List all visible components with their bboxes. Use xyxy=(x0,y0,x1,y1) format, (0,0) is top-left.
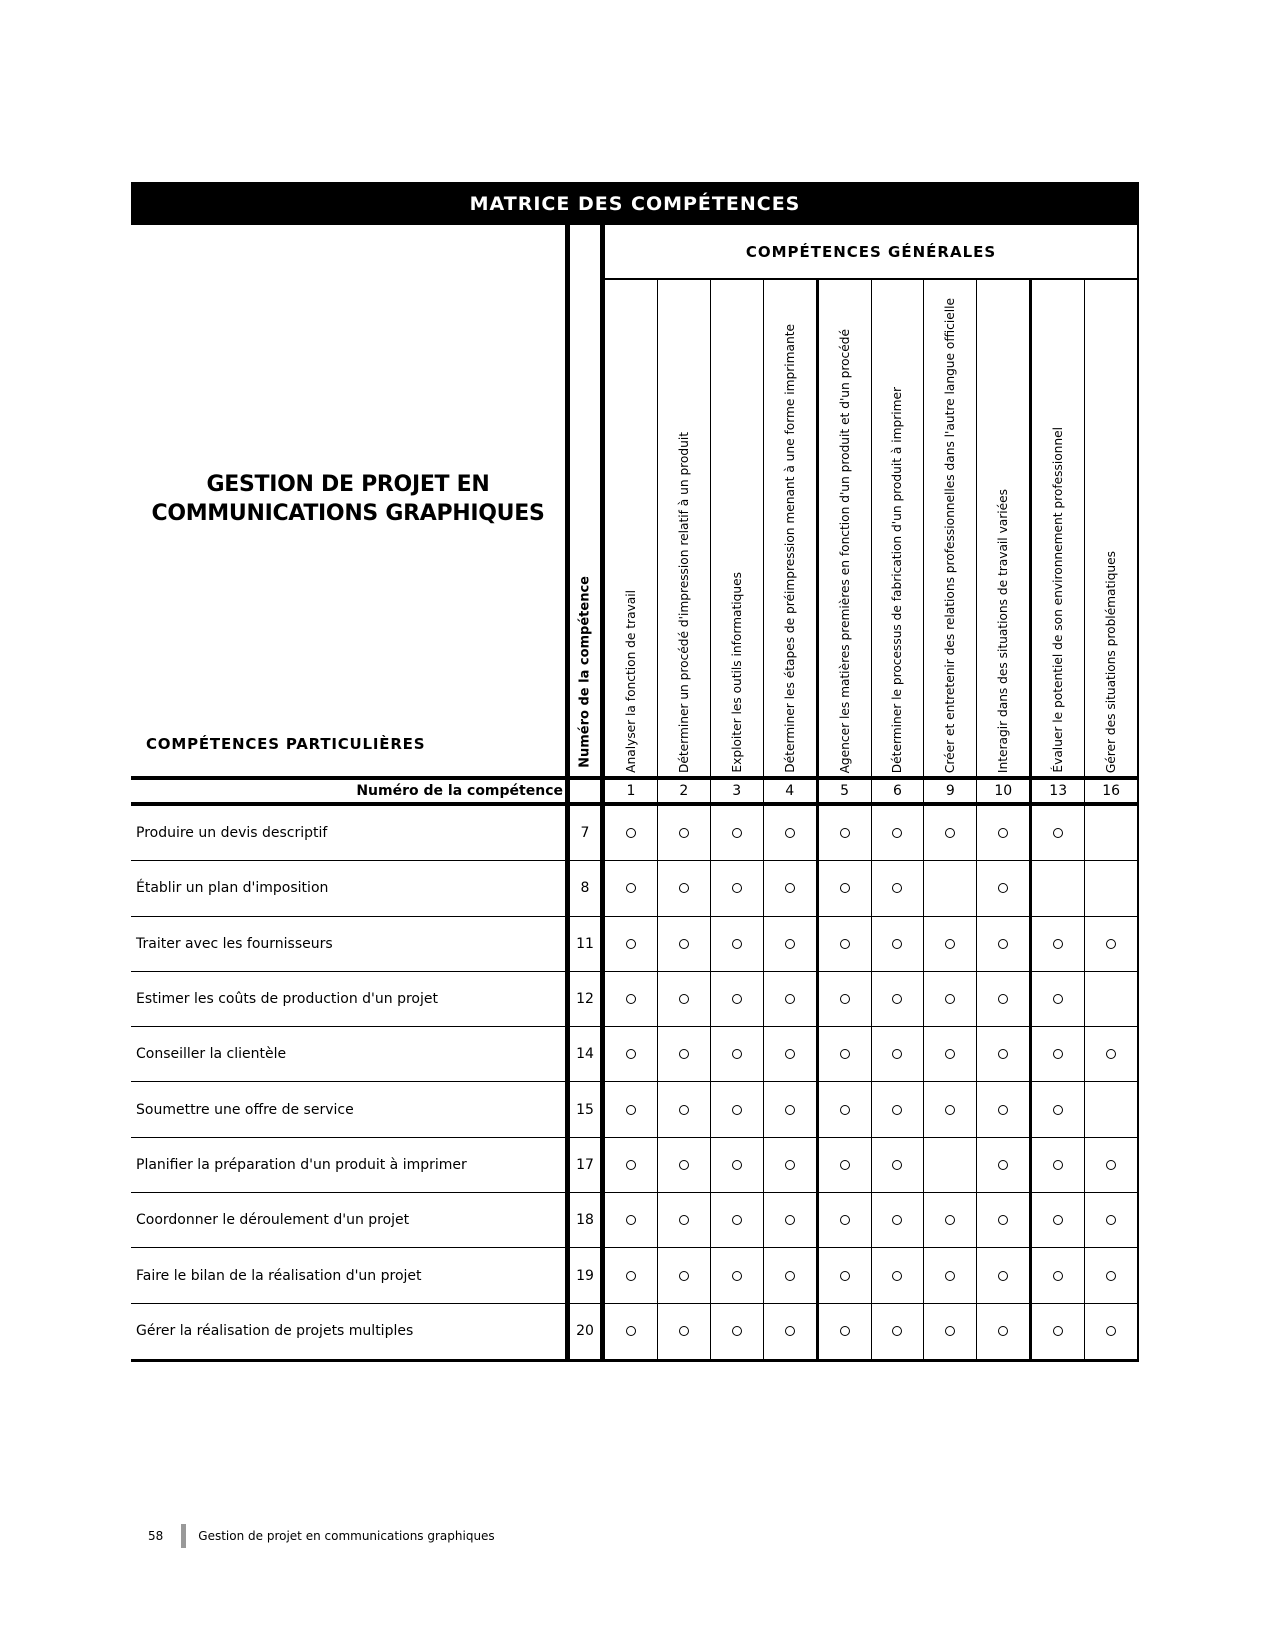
circle-mark-icon xyxy=(732,939,742,949)
general-competency-number: 5 xyxy=(819,780,872,802)
competency-number-row xyxy=(131,776,1139,806)
table-row xyxy=(131,1248,1139,1303)
particular-competency-label: Estimer les coûts de production d'un projet xyxy=(136,991,438,1008)
circle-mark-icon xyxy=(626,828,636,838)
circle-mark-icon xyxy=(840,994,850,1004)
matrix-cell xyxy=(872,972,925,1026)
matrix-cell xyxy=(658,1193,711,1247)
matrix-cell xyxy=(658,917,711,971)
table-row xyxy=(131,861,1139,916)
matrix-cell xyxy=(924,806,977,860)
matrix-cell xyxy=(924,972,977,1026)
particular-competency-label: Coordonner le déroulement d'un projet xyxy=(136,1212,410,1229)
circle-mark-icon xyxy=(892,1160,902,1170)
general-competency-label: Déterminer le processus de fabrication d'un produit à imprimer xyxy=(890,386,905,773)
matrix-cell xyxy=(764,1248,819,1302)
circle-mark-icon xyxy=(732,1215,742,1225)
circle-mark-icon xyxy=(998,1105,1008,1115)
circle-mark-icon xyxy=(1106,939,1116,949)
circle-mark-icon xyxy=(1106,1160,1116,1170)
circle-mark-icon xyxy=(785,828,795,838)
circle-mark-icon xyxy=(1053,939,1063,949)
matrix-cell xyxy=(872,1138,925,1192)
matrix-cell xyxy=(605,1304,658,1359)
circle-mark-icon xyxy=(1106,1215,1116,1225)
circle-mark-icon xyxy=(785,939,795,949)
matrix-cell xyxy=(924,1248,977,1302)
general-competency-number: 9 xyxy=(924,780,977,802)
circle-mark-icon xyxy=(1053,828,1063,838)
matrix-cell xyxy=(605,861,658,915)
circle-mark-icon xyxy=(732,1160,742,1170)
circle-mark-icon xyxy=(626,1160,636,1170)
matrix-cell xyxy=(711,1138,764,1192)
particular-competency-label: Gérer la réalisation de projets multiples xyxy=(136,1323,414,1340)
circle-mark-icon xyxy=(1106,1326,1116,1336)
matrix-cell xyxy=(764,972,819,1026)
particular-competency-number: 12 xyxy=(565,972,605,1026)
general-competency-label: Gérer des situations problématiques xyxy=(1104,550,1119,773)
matrix-cell xyxy=(658,1027,711,1081)
circle-mark-icon xyxy=(732,994,742,1004)
matrix-cell xyxy=(711,972,764,1026)
matrix-cell xyxy=(872,1082,925,1136)
circle-mark-icon xyxy=(1106,1049,1116,1059)
circle-mark-icon xyxy=(785,1105,795,1115)
circle-mark-icon xyxy=(626,939,636,949)
circle-mark-icon xyxy=(892,994,902,1004)
particular-competency-number: 18 xyxy=(565,1193,605,1247)
matrix-cell xyxy=(872,861,925,915)
general-competency-label: Exploiter les outils informatiques xyxy=(729,572,744,773)
circle-mark-icon xyxy=(732,1049,742,1059)
general-competency-label: Analyser la fonction de travail xyxy=(623,590,638,773)
particular-competency-number: 20 xyxy=(565,1304,605,1359)
matrix-cell xyxy=(819,972,872,1026)
general-competency-label: Interagir dans des situations de travail variées xyxy=(996,488,1011,773)
circle-mark-icon xyxy=(892,939,902,949)
circle-mark-icon xyxy=(1106,1271,1116,1281)
page-footer xyxy=(148,1524,495,1548)
footer-divider xyxy=(181,1524,186,1548)
matrix-cell xyxy=(819,1138,872,1192)
matrix-cell xyxy=(1032,1138,1085,1192)
particular-competency-label: Traiter avec les fournisseurs xyxy=(136,935,333,952)
matrix-cell xyxy=(764,1027,819,1081)
matrix-cell xyxy=(658,972,711,1026)
matrix-cell xyxy=(605,972,658,1026)
circle-mark-icon xyxy=(998,1049,1008,1059)
matrix-cell xyxy=(658,1248,711,1302)
circle-mark-icon xyxy=(626,1271,636,1281)
matrix-cell xyxy=(977,972,1032,1026)
matrix-cell xyxy=(711,861,764,915)
general-competency-header xyxy=(1032,280,1085,776)
particular-competency-number: 15 xyxy=(565,1082,605,1136)
matrix-cell xyxy=(711,917,764,971)
circle-mark-icon xyxy=(626,994,636,1004)
circle-mark-icon xyxy=(892,883,902,893)
matrix-cell xyxy=(711,806,764,860)
circle-mark-icon xyxy=(679,1049,689,1059)
table-row xyxy=(131,917,1139,972)
matrix-cell xyxy=(819,1082,872,1136)
matrix-cell xyxy=(764,1193,819,1247)
circle-mark-icon xyxy=(998,1271,1008,1281)
circle-mark-icon xyxy=(679,939,689,949)
particular-competency-label: Soumettre une offre de service xyxy=(136,1101,354,1118)
circle-mark-icon xyxy=(892,1215,902,1225)
matrix-cell xyxy=(1085,917,1139,971)
circle-mark-icon xyxy=(945,828,955,838)
matrix-cell xyxy=(605,1027,658,1081)
circle-mark-icon xyxy=(785,994,795,1004)
matrix-cell xyxy=(658,806,711,860)
circle-mark-icon xyxy=(998,1160,1008,1170)
matrix-cell xyxy=(605,806,658,860)
matrix-cell xyxy=(1032,917,1085,971)
matrix-cell xyxy=(924,1193,977,1247)
matrix-cell xyxy=(605,1082,658,1136)
circle-mark-icon xyxy=(679,1326,689,1336)
matrix-cell xyxy=(872,1027,925,1081)
circle-mark-icon xyxy=(679,1105,689,1115)
circle-mark-icon xyxy=(840,1049,850,1059)
number-row-label: Numéro de la compétence xyxy=(356,783,563,799)
general-competency-header xyxy=(924,280,977,776)
matrix-cell xyxy=(924,861,977,915)
matrix-cell xyxy=(1085,972,1139,1026)
circle-mark-icon xyxy=(785,1326,795,1336)
general-competency-headers xyxy=(605,280,1139,776)
circle-mark-icon xyxy=(785,1215,795,1225)
circle-mark-icon xyxy=(785,883,795,893)
circle-mark-icon xyxy=(785,1160,795,1170)
circle-mark-icon xyxy=(945,939,955,949)
circle-mark-icon xyxy=(892,1271,902,1281)
matrix-cell xyxy=(872,1248,925,1302)
matrix-cell xyxy=(977,806,1032,860)
circle-mark-icon xyxy=(892,1049,902,1059)
circle-mark-icon xyxy=(840,1326,850,1336)
general-competency-number: 10 xyxy=(977,780,1032,802)
matrix-cell xyxy=(711,1193,764,1247)
table-row xyxy=(131,972,1139,1027)
circle-mark-icon xyxy=(945,1105,955,1115)
circle-mark-icon xyxy=(998,828,1008,838)
number-row-empty-cell xyxy=(565,780,605,802)
matrix-cell xyxy=(658,1138,711,1192)
matrix-cell xyxy=(872,1304,925,1359)
circle-mark-icon xyxy=(892,1326,902,1336)
circle-mark-icon xyxy=(679,1271,689,1281)
matrix-cell xyxy=(711,1082,764,1136)
circle-mark-icon xyxy=(1053,1271,1063,1281)
particular-competency-number: 17 xyxy=(565,1138,605,1192)
matrix-cell xyxy=(605,1138,658,1192)
matrix-cell xyxy=(764,1082,819,1136)
circle-mark-icon xyxy=(840,1160,850,1170)
general-competency-label: Créer et entretenir des relations professionnelles dans l'autre langue officielle xyxy=(943,297,958,773)
general-competency-header xyxy=(764,280,819,776)
matrix-cell xyxy=(819,1193,872,1247)
circle-mark-icon xyxy=(1053,1326,1063,1336)
program-panel xyxy=(131,225,565,776)
particular-competencies-label: COMPÉTENCES PARTICULIÈRES xyxy=(146,735,426,753)
matrix-cell xyxy=(711,1304,764,1359)
matrix-cell xyxy=(1085,861,1139,915)
matrix-cell xyxy=(872,1193,925,1247)
circle-mark-icon xyxy=(732,1326,742,1336)
circle-mark-icon xyxy=(998,994,1008,1004)
circle-mark-icon xyxy=(679,1215,689,1225)
circle-mark-icon xyxy=(1053,1160,1063,1170)
program-title-line-1: GESTION DE PROJET EN xyxy=(206,472,490,497)
matrix-cell xyxy=(924,917,977,971)
matrix-cell xyxy=(977,861,1032,915)
matrix-cell xyxy=(764,1138,819,1192)
table-row xyxy=(131,806,1139,861)
matrix-cell xyxy=(977,1027,1032,1081)
matrix-cell xyxy=(819,917,872,971)
particular-competency-number: 7 xyxy=(565,806,605,860)
running-title: Gestion de projet en communications graphiques xyxy=(198,1529,495,1543)
matrix-cell xyxy=(977,1193,1032,1247)
general-competency-header xyxy=(1085,280,1139,776)
circle-mark-icon xyxy=(892,1105,902,1115)
particular-competency-number: 14 xyxy=(565,1027,605,1081)
table-row xyxy=(131,1193,1139,1248)
matrix-cell xyxy=(764,1304,819,1359)
general-competency-header xyxy=(819,280,872,776)
matrix-cell xyxy=(1032,1304,1085,1359)
circle-mark-icon xyxy=(998,1326,1008,1336)
circle-mark-icon xyxy=(626,883,636,893)
particular-competency-label: Conseiller la clientèle xyxy=(136,1046,287,1063)
number-column-label: Numéro de la compétence xyxy=(577,576,593,768)
general-competency-header xyxy=(977,280,1032,776)
matrix-cell xyxy=(605,1248,658,1302)
particular-competency-number: 8 xyxy=(565,861,605,915)
particular-competency-label: Planifier la préparation d'un produit à imprimer xyxy=(136,1156,467,1173)
matrix-cell xyxy=(819,1027,872,1081)
particular-competency-number: 19 xyxy=(565,1248,605,1302)
general-competency-label: Agencer les matières premières en fonction d'un produit et d'un procédé xyxy=(837,328,852,773)
circle-mark-icon xyxy=(840,939,850,949)
matrix-cell xyxy=(1085,806,1139,860)
table-row xyxy=(131,1304,1139,1359)
number-column-header xyxy=(565,224,605,776)
circle-mark-icon xyxy=(945,1326,955,1336)
matrix-cell xyxy=(764,861,819,915)
matrix-cell xyxy=(1085,1027,1139,1081)
circle-mark-icon xyxy=(945,1271,955,1281)
particular-competency-label: Établir un plan d'imposition xyxy=(136,880,329,897)
matrix-cell xyxy=(924,1027,977,1081)
matrix-cell xyxy=(1032,806,1085,860)
matrix-cell xyxy=(1032,1248,1085,1302)
general-competency-label: Évaluer le potentiel de son environnement professionnel xyxy=(1051,427,1066,773)
program-title xyxy=(131,470,565,528)
circle-mark-icon xyxy=(679,1160,689,1170)
general-competencies-header: COMPÉTENCES GÉNÉRALES xyxy=(605,225,1139,280)
circle-mark-icon xyxy=(840,883,850,893)
matrix-cell xyxy=(1032,1027,1085,1081)
particular-competency-label: Produire un devis descriptif xyxy=(136,825,328,842)
circle-mark-icon xyxy=(998,883,1008,893)
matrix-cell xyxy=(977,1304,1032,1359)
matrix-cell xyxy=(819,1304,872,1359)
general-competency-number: 2 xyxy=(658,780,711,802)
matrix-cell xyxy=(977,917,1032,971)
matrix-cell xyxy=(1085,1304,1139,1359)
circle-mark-icon xyxy=(998,1215,1008,1225)
circle-mark-icon xyxy=(679,828,689,838)
circle-mark-icon xyxy=(945,1215,955,1225)
circle-mark-icon xyxy=(840,1271,850,1281)
circle-mark-icon xyxy=(1053,994,1063,1004)
general-competency-number: 3 xyxy=(711,780,764,802)
circle-mark-icon xyxy=(840,828,850,838)
general-competency-header xyxy=(711,280,764,776)
matrix-cell xyxy=(977,1248,1032,1302)
circle-mark-icon xyxy=(732,1105,742,1115)
general-competency-header xyxy=(658,280,711,776)
matrix-cell xyxy=(658,1304,711,1359)
circle-mark-icon xyxy=(998,939,1008,949)
matrix-cell xyxy=(658,1082,711,1136)
circle-mark-icon xyxy=(679,994,689,1004)
matrix-cell xyxy=(1085,1082,1139,1136)
general-competency-label: Déterminer un procédé d'impression relatif à un produit xyxy=(676,432,691,773)
matrix-cell xyxy=(872,806,925,860)
matrix-title: MATRICE DES COMPÉTENCES xyxy=(131,182,1139,225)
circle-mark-icon xyxy=(945,994,955,1004)
matrix-cell xyxy=(924,1304,977,1359)
matrix-cell xyxy=(658,861,711,915)
matrix-cell xyxy=(977,1082,1032,1136)
table-row xyxy=(131,1138,1139,1193)
circle-mark-icon xyxy=(626,1326,636,1336)
matrix-cell xyxy=(924,1082,977,1136)
matrix-cell xyxy=(1032,1082,1085,1136)
matrix-cell xyxy=(1032,861,1085,915)
general-competency-label: Déterminer les étapes de préimpression menant à une forme imprimante xyxy=(782,324,797,773)
matrix-cell xyxy=(1085,1138,1139,1192)
circle-mark-icon xyxy=(945,1049,955,1059)
matrix-cell xyxy=(764,917,819,971)
particular-competency-number: 11 xyxy=(565,917,605,971)
circle-mark-icon xyxy=(626,1049,636,1059)
general-competency-number: 6 xyxy=(872,780,925,802)
table-row xyxy=(131,1082,1139,1137)
general-competency-number: 4 xyxy=(764,780,819,802)
matrix-cell xyxy=(1032,972,1085,1026)
matrix-cell xyxy=(1085,1193,1139,1247)
matrix-cell xyxy=(924,1138,977,1192)
circle-mark-icon xyxy=(732,828,742,838)
table-row xyxy=(131,1027,1139,1082)
circle-mark-icon xyxy=(840,1105,850,1115)
circle-mark-icon xyxy=(1053,1049,1063,1059)
matrix-cell xyxy=(819,861,872,915)
circle-mark-icon xyxy=(785,1049,795,1059)
matrix-cell xyxy=(1085,1248,1139,1302)
matrix-cell xyxy=(764,806,819,860)
matrix-cell xyxy=(819,806,872,860)
matrix-cell xyxy=(819,1248,872,1302)
circle-mark-icon xyxy=(1053,1105,1063,1115)
circle-mark-icon xyxy=(785,1271,795,1281)
matrix-cell xyxy=(1032,1193,1085,1247)
general-competency-header xyxy=(605,280,658,776)
circle-mark-icon xyxy=(732,1271,742,1281)
matrix-cell xyxy=(605,1193,658,1247)
circle-mark-icon xyxy=(1053,1215,1063,1225)
general-competency-header xyxy=(872,280,925,776)
matrix-body xyxy=(131,806,1139,1362)
circle-mark-icon xyxy=(892,828,902,838)
matrix-cell xyxy=(711,1027,764,1081)
particular-competency-label: Faire le bilan de la réalisation d'un projet xyxy=(136,1267,422,1284)
circle-mark-icon xyxy=(679,883,689,893)
circle-mark-icon xyxy=(840,1215,850,1225)
general-competency-number: 1 xyxy=(605,780,658,802)
circle-mark-icon xyxy=(626,1215,636,1225)
matrix-cell xyxy=(872,917,925,971)
circle-mark-icon xyxy=(732,883,742,893)
page-number: 58 xyxy=(148,1529,164,1543)
matrix-cell xyxy=(977,1138,1032,1192)
matrix-cell xyxy=(711,1248,764,1302)
general-competency-number: 16 xyxy=(1085,780,1139,802)
circle-mark-icon xyxy=(626,1105,636,1115)
program-title-line-2: COMMUNICATIONS GRAPHIQUES xyxy=(151,501,545,526)
matrix-cell xyxy=(605,917,658,971)
general-competency-number: 13 xyxy=(1032,780,1085,802)
